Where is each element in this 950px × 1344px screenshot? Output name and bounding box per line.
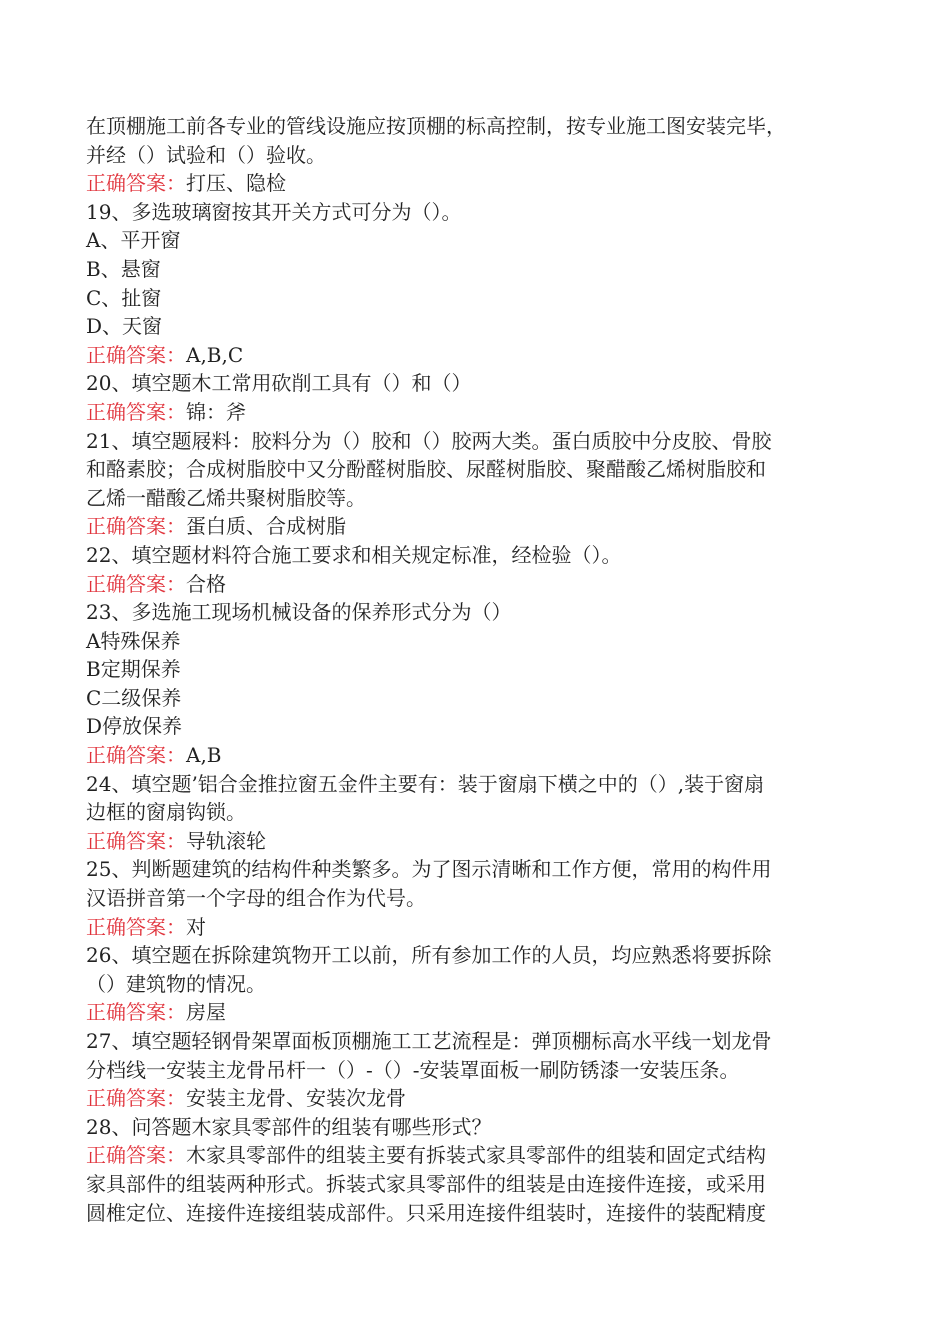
answer-label: 正确答案： [86, 1143, 186, 1168]
question-block [86, 369, 866, 426]
answer-text: 导轨滚轮 [186, 828, 266, 853]
question-text-line: 边框的窗扇钩锁。 [86, 800, 246, 825]
question-text-line: 22、填空题材料符合施工要求和相关规定标准，经检验（）。 [86, 542, 622, 567]
answer-continuation-line [86, 1199, 866, 1228]
answer-text: A,B,C [186, 342, 244, 367]
answer-line [86, 512, 866, 541]
answer-continuation-line [86, 1170, 866, 1199]
question-block [86, 198, 866, 370]
question-text-line: 分档线一安装主龙骨吊杆一（）-（）-安装罩面板一刷防锈漆一安装压条。 [86, 1057, 740, 1082]
option-item: D停放保养 [86, 714, 183, 739]
question-text-line: 28、问答题木家具零部件的组装有哪些形式？ [86, 1114, 492, 1139]
question-text-line: 27、填空题轻钢骨架罩面板顶棚施工工艺流程是：弹顶棚标高水平线一划龙骨 [86, 1029, 772, 1053]
answer-text: 木家具零部件的组装主要有拆装式家具零部件的组装和固定式结构 [186, 1143, 766, 1168]
answer-text: 安装主龙骨、安装次龙骨 [186, 1086, 406, 1111]
intro-line-2: 并经（）试验和（）验收。 [86, 142, 326, 167]
question-block [86, 941, 866, 1027]
option-item: D、天窗 [86, 314, 163, 339]
answer-line [86, 1084, 866, 1113]
question-text-line: 25、判断题建筑的结构件种类繁多。为了图示清晰和工作方便，常用的构件用 [86, 857, 772, 882]
answer-line [86, 341, 866, 370]
question-text-line: 乙烯一醋酸乙烯共聚树脂胶等。 [86, 485, 366, 510]
answer-text: 合格 [186, 571, 226, 596]
option-item: A、平开窗 [86, 228, 181, 253]
answer-line [86, 570, 866, 599]
question-block [86, 598, 866, 770]
option-item: B定期保养 [86, 657, 181, 682]
answer-label: 正确答案： [86, 571, 186, 596]
answer-line [86, 827, 866, 856]
answer-text: 蛋白质、合成树脂 [186, 514, 346, 539]
answer-text: A,B [186, 743, 222, 768]
question-text-line: （）建筑物的情况。 [86, 971, 266, 996]
answer-text: 对 [186, 914, 206, 939]
question-block [86, 1113, 866, 1227]
answer-text: 打压、隐检 [186, 171, 286, 196]
answer-line [86, 398, 866, 427]
question-text-line: 20、填空题木工常用砍削工具有（）和（） [86, 371, 472, 396]
answer-line [86, 998, 866, 1027]
question-text-line: 汉语拼音第一个字母的组合作为代号。 [86, 886, 426, 911]
answer-label: 正确答案： [86, 828, 186, 853]
question-text-line: 24、填空题’铝合金推拉窗五金件主要有：装于窗扇下横之中的（）,装于窗扇 [86, 771, 765, 796]
question-text-line: 26、填空题在拆除建筑物开工以前，所有参加工作的人员，均应熟悉将要拆除 [86, 943, 772, 968]
question-block [86, 541, 866, 598]
answer-label: 正确答案： [86, 514, 186, 539]
intro-answer [86, 169, 866, 198]
question-text-line: 21、填空题屐料：胶料分为（）胶和（）胶两大类。蛋白质胶中分皮胶、骨胶 [86, 428, 772, 453]
question-block [86, 1027, 866, 1113]
question-text-line: 23、多选施工现场机械设备的保养形式分为（） [86, 600, 512, 625]
answer-label: 正确答案： [86, 1086, 186, 1111]
answer-text: 圆椎定位、连接件连接组装成部件。只采用连接件组装时，连接件的装配精度 [86, 1200, 766, 1225]
option-item: A特殊保养 [86, 628, 181, 653]
intro-line-1: 在顶棚施工前各专业的管线设施应按顶棚的标高控制，按专业施工图安装完毕， [86, 114, 786, 138]
answer-label: 正确答案： [86, 399, 186, 424]
option-item: C二级保养 [86, 685, 182, 710]
answer-line [86, 1141, 866, 1170]
question-text-line: 和酪素胶；合成树脂胶中又分酚醛树脂胶、尿醛树脂胶、聚醋酸乙烯树脂胶和 [86, 457, 766, 482]
question-block [86, 427, 866, 541]
answer-text: 房屋 [186, 1000, 226, 1025]
answer-label: 正确答案： [86, 171, 186, 196]
answer-text: 锦：斧 [186, 399, 246, 424]
answer-label: 正确答案： [86, 743, 186, 768]
answer-text: 家具部件的组装两种形式。拆装式家具零部件的组装是由连接件连接，或采用 [86, 1171, 766, 1196]
question-text-line: 19、多选玻璃窗按其开关方式可分为（）。 [86, 199, 462, 224]
answer-label: 正确答案： [86, 342, 186, 367]
answer-label: 正确答案： [86, 1000, 186, 1025]
question-block [86, 855, 866, 941]
question-block [86, 770, 866, 856]
option-item: C、扯窗 [86, 285, 162, 310]
answer-label: 正确答案： [86, 914, 186, 939]
answer-line [86, 741, 866, 770]
option-item: B、悬窗 [86, 256, 161, 281]
answer-line [86, 913, 866, 942]
question-list [86, 112, 866, 1227]
